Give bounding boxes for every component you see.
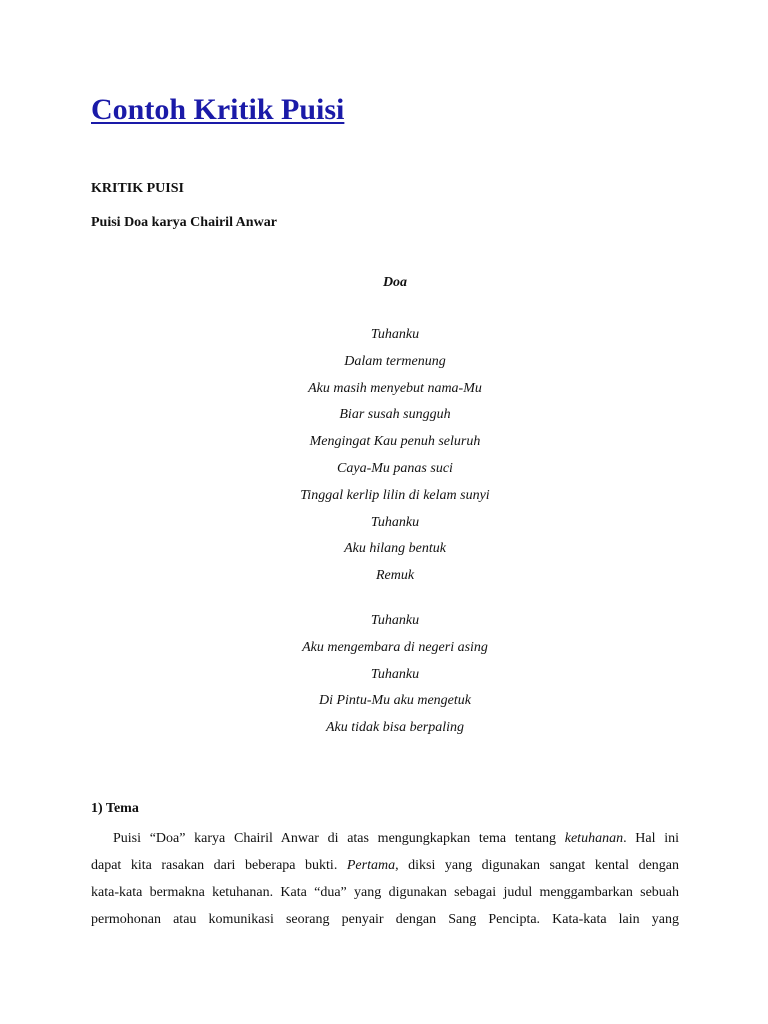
document-title-link[interactable]: Contoh Kritik Puisi: [91, 93, 345, 126]
analysis-paragraph: [91, 825, 679, 933]
poem-line: Mengingat Kau penuh seluruh: [309, 434, 481, 450]
emphasis-text: Pertama: [346, 858, 396, 873]
paragraph-line: [91, 852, 679, 879]
paragraph-line: kata-kata bermakna ketuhanan. Kata “dua” yang digunakan sebagai judul menggambarkan sebuah: [91, 885, 679, 900]
analysis-heading: 1) Tema: [91, 801, 139, 816]
poem-line: Tuhanku: [370, 327, 420, 342]
paragraph-line: permohonan atau komunikasi seorang penyair dengan Sang Pencipta. Kata-kata lain yang: [91, 912, 679, 927]
poem-line: Aku mengembara di negeri asing: [302, 639, 488, 655]
poem-stanza-2: [91, 612, 699, 746]
poem-line: Tuhanku: [370, 514, 420, 530]
paragraph-text: . Hal ini: [623, 831, 679, 846]
section-heading: KRITIK PUISI: [91, 181, 184, 196]
poem-stanza-1: [91, 326, 699, 594]
poem-line: Aku hilang bentuk: [344, 541, 446, 557]
paragraph-text: , diksi yang digunakan sangat kental dengan: [395, 858, 679, 873]
poem-line: Aku masih menyebut nama-Mu: [308, 380, 482, 396]
paragraph-line: [91, 825, 679, 852]
paragraph-text: dapat kita rasakan dari beberapa bukti.: [91, 858, 347, 873]
poem-line: Tuhanku: [370, 666, 420, 682]
paragraph-text: Puisi “Doa” karya Chairil Anwar di atas mengungkapkan tema tentang: [113, 831, 565, 846]
poem-line: Aku tidak bisa berpaling: [325, 720, 465, 736]
poem-line: Biar susah sungguh: [339, 407, 451, 423]
emphasis-text: ketuhanan: [564, 831, 624, 846]
poem-title: Doa: [382, 275, 408, 290]
poem-line: Remuk: [375, 568, 415, 584]
poem-line: Tuhanku: [370, 613, 420, 628]
poem-line: Tinggal kerlip lilin di kelam sunyi: [300, 487, 490, 503]
poem-line: Caya-Mu panas suci: [337, 460, 453, 476]
poem-line: Dalam termenung: [344, 353, 446, 369]
poem-intro: Puisi Doa karya Chairil Anwar: [91, 215, 277, 230]
poem-line: Di Pintu-Mu aku mengetuk: [318, 693, 471, 709]
